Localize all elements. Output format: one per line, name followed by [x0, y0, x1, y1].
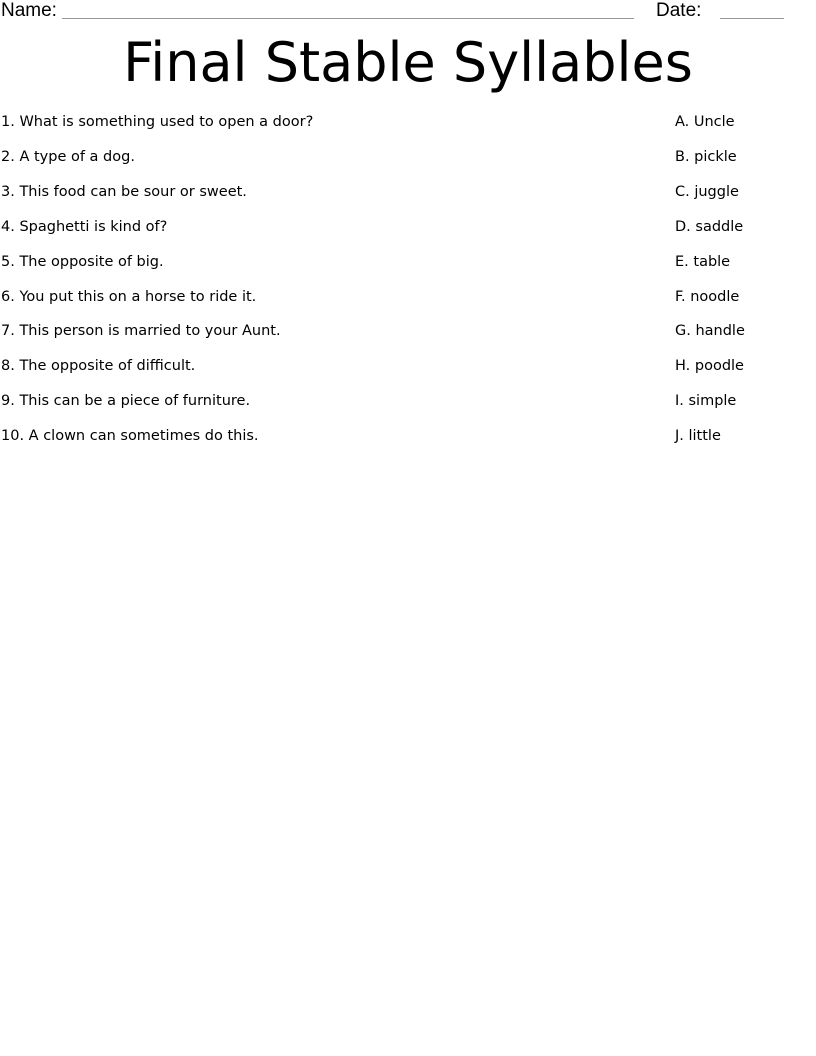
question-item: 10. A clown can sometimes do this.	[1, 428, 259, 445]
answer-item: A. Uncle	[675, 114, 735, 130]
answer-item: B. pickle	[675, 148, 737, 165]
question-item: 7. This person is married to your Aunt.	[1, 323, 281, 340]
name-label: Name:	[1, 0, 57, 21]
question-item: 1. What is something used to open a door?	[1, 114, 314, 130]
question-item: 5. The opposite of big.	[1, 253, 164, 270]
date-label: Date:	[656, 0, 702, 21]
page-title: Final Stable Syllables	[123, 31, 693, 94]
answer-item: J. little	[675, 428, 721, 445]
question-item: 8. The opposite of difficult.	[1, 358, 196, 375]
answer-item: E. table	[675, 253, 731, 270]
answer-item: C. juggle	[675, 183, 739, 200]
date-line	[720, 18, 784, 19]
answer-item: H. poodle	[675, 358, 744, 375]
question-item: 3. This food can be sour or sweet.	[1, 183, 247, 200]
answer-item: G. handle	[675, 323, 745, 340]
question-item: 4. Spaghetti is kind of?	[1, 218, 168, 235]
question-item: 2. A type of a dog.	[1, 148, 135, 165]
answer-item: F. noodle	[675, 288, 740, 305]
answer-item: I. simple	[675, 393, 737, 410]
name-line	[62, 18, 634, 19]
answer-item: D. saddle	[675, 218, 744, 235]
question-item: 9. This can be a piece of furniture.	[1, 393, 251, 410]
question-item: 6. You put this on a horse to ride it.	[1, 288, 257, 305]
